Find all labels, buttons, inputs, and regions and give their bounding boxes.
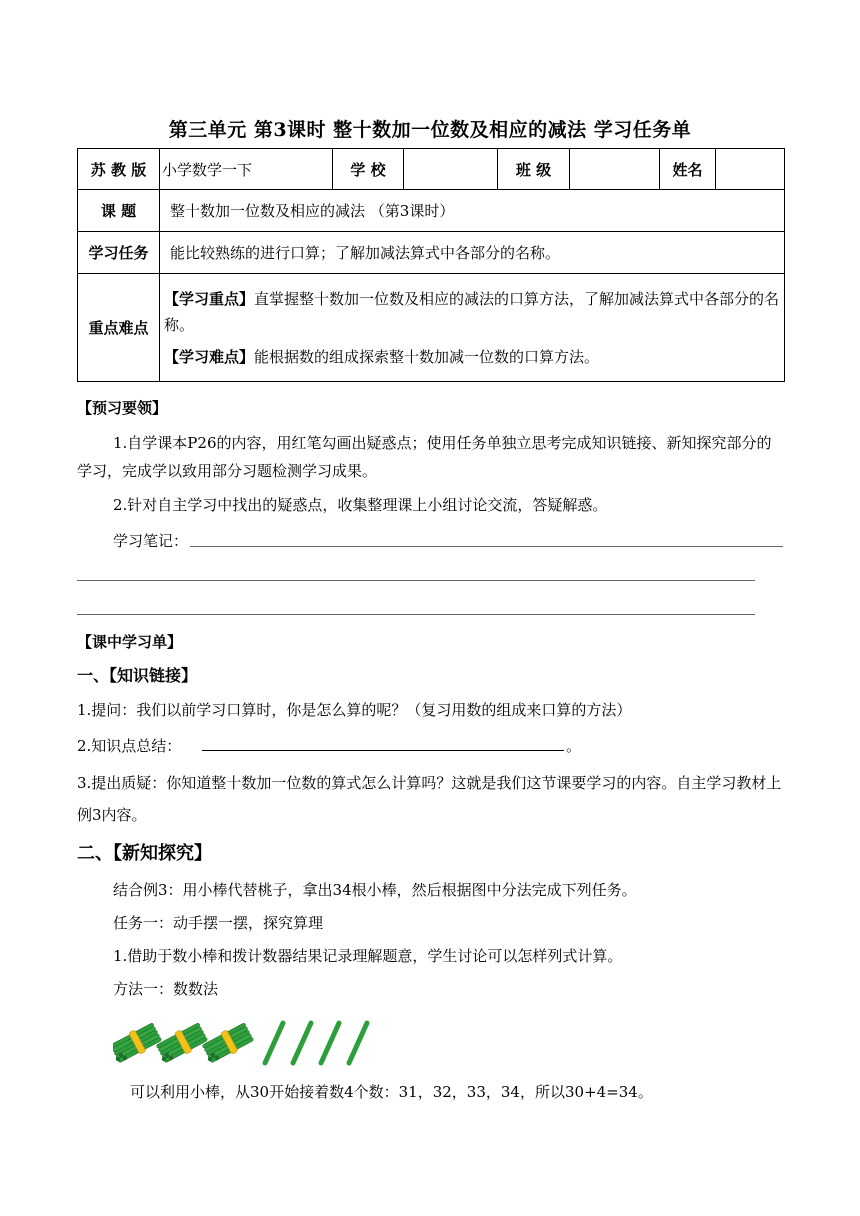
notes-label: 学习笔记：	[113, 532, 189, 550]
school-label: 学 校	[333, 149, 404, 190]
question-2-end: 。	[566, 737, 582, 755]
notes-line-3[interactable]	[77, 614, 755, 615]
single-stick-4	[349, 1023, 367, 1063]
sticks-illustration	[113, 1015, 383, 1067]
preview-paragraph-1: 1.自学课本P26的内容，用红笔勾画出疑惑点；使用任务单独立思考完成知识链接、新知探究部分的学习，完成学以致用部分习题检测学习成果。	[77, 434, 772, 480]
topic-label: 课 题	[78, 190, 160, 232]
school-field[interactable]	[404, 149, 498, 190]
name-label: 姓名	[660, 149, 716, 190]
key-label: 重点难点	[78, 274, 160, 382]
inclass-heading: 【课中学习单】	[77, 633, 183, 651]
page-title: 第三单元 第3课时 整十数加一位数及相应的减法 学习任务单	[168, 119, 692, 141]
summary-answer-line[interactable]	[202, 750, 564, 751]
single-stick-2	[293, 1023, 311, 1063]
edition-label: 苏 教 版	[78, 149, 160, 190]
method-one: 方法一：数数法	[113, 980, 219, 998]
info-table	[77, 148, 785, 382]
step-one: 1.借助于数小棒和拨计数器结果记录理解题意，学生讨论可以怎样列式计算。	[113, 947, 623, 965]
example-intro: 结合例3：用小棒代替桃子，拿出34根小棒，然后根据图中分法完成下列任务。	[113, 881, 637, 899]
single-stick-3	[321, 1023, 339, 1063]
class-field[interactable]	[570, 149, 660, 190]
stick-bundle-1	[113, 1021, 163, 1065]
stick-bundle-3	[201, 1021, 255, 1065]
task-one: 任务一：动手摆一摆，探究算理	[113, 914, 324, 932]
section-knowledge-link: 一、【知识链接】	[77, 666, 198, 685]
class-label: 班 级	[498, 149, 570, 190]
question-3: 3.提出质疑：你知道整十数加一位数的算式怎么计算吗？这就是我们这节课要学习的内容。自主学习教材上例3内容。	[77, 774, 782, 824]
counting-explanation: 可以利用小棒，从30开始接着数4个数：31，32，33，34，所以30+4=34。	[130, 1083, 653, 1101]
preview-paragraph-2: 2.针对自主学习中找出的疑惑点，收集整理课上小组讨论交流，答疑解惑。	[113, 496, 608, 514]
key-difficulty: 【学习难点】能根据数的组成探索整十数加减一位数的口算方法。	[164, 347, 600, 366]
preview-heading: 【预习要领】	[77, 399, 168, 417]
key-points	[160, 274, 785, 382]
task-label: 学习任务	[78, 232, 160, 274]
notes-line-1[interactable]	[190, 546, 783, 547]
section-new-knowledge: 二、【新知探究】	[77, 843, 212, 864]
topic-value: 整十数加一位数及相应的减法 （第3课时）	[160, 190, 785, 232]
question-1: 1.提问：我们以前学习口算时，你是怎么算的呢？（复习用数的组成来口算的方法）	[77, 701, 632, 719]
notes-line-2[interactable]	[77, 580, 755, 581]
edition-value: 小学数学一下	[160, 149, 333, 190]
stick-bundle-2	[155, 1021, 209, 1065]
key-focus: 【学习重点】直掌握整十数加一位数及相应的减法的口算方法，了解加减法算式中各部分的名称。	[164, 289, 780, 334]
question-2-label: 2.知识点总结：	[77, 737, 182, 755]
name-field[interactable]	[716, 149, 785, 190]
task-value: 能比较熟练的进行口算；了解加减法算式中各部分的名称。	[160, 232, 785, 274]
single-stick-1	[265, 1023, 283, 1063]
